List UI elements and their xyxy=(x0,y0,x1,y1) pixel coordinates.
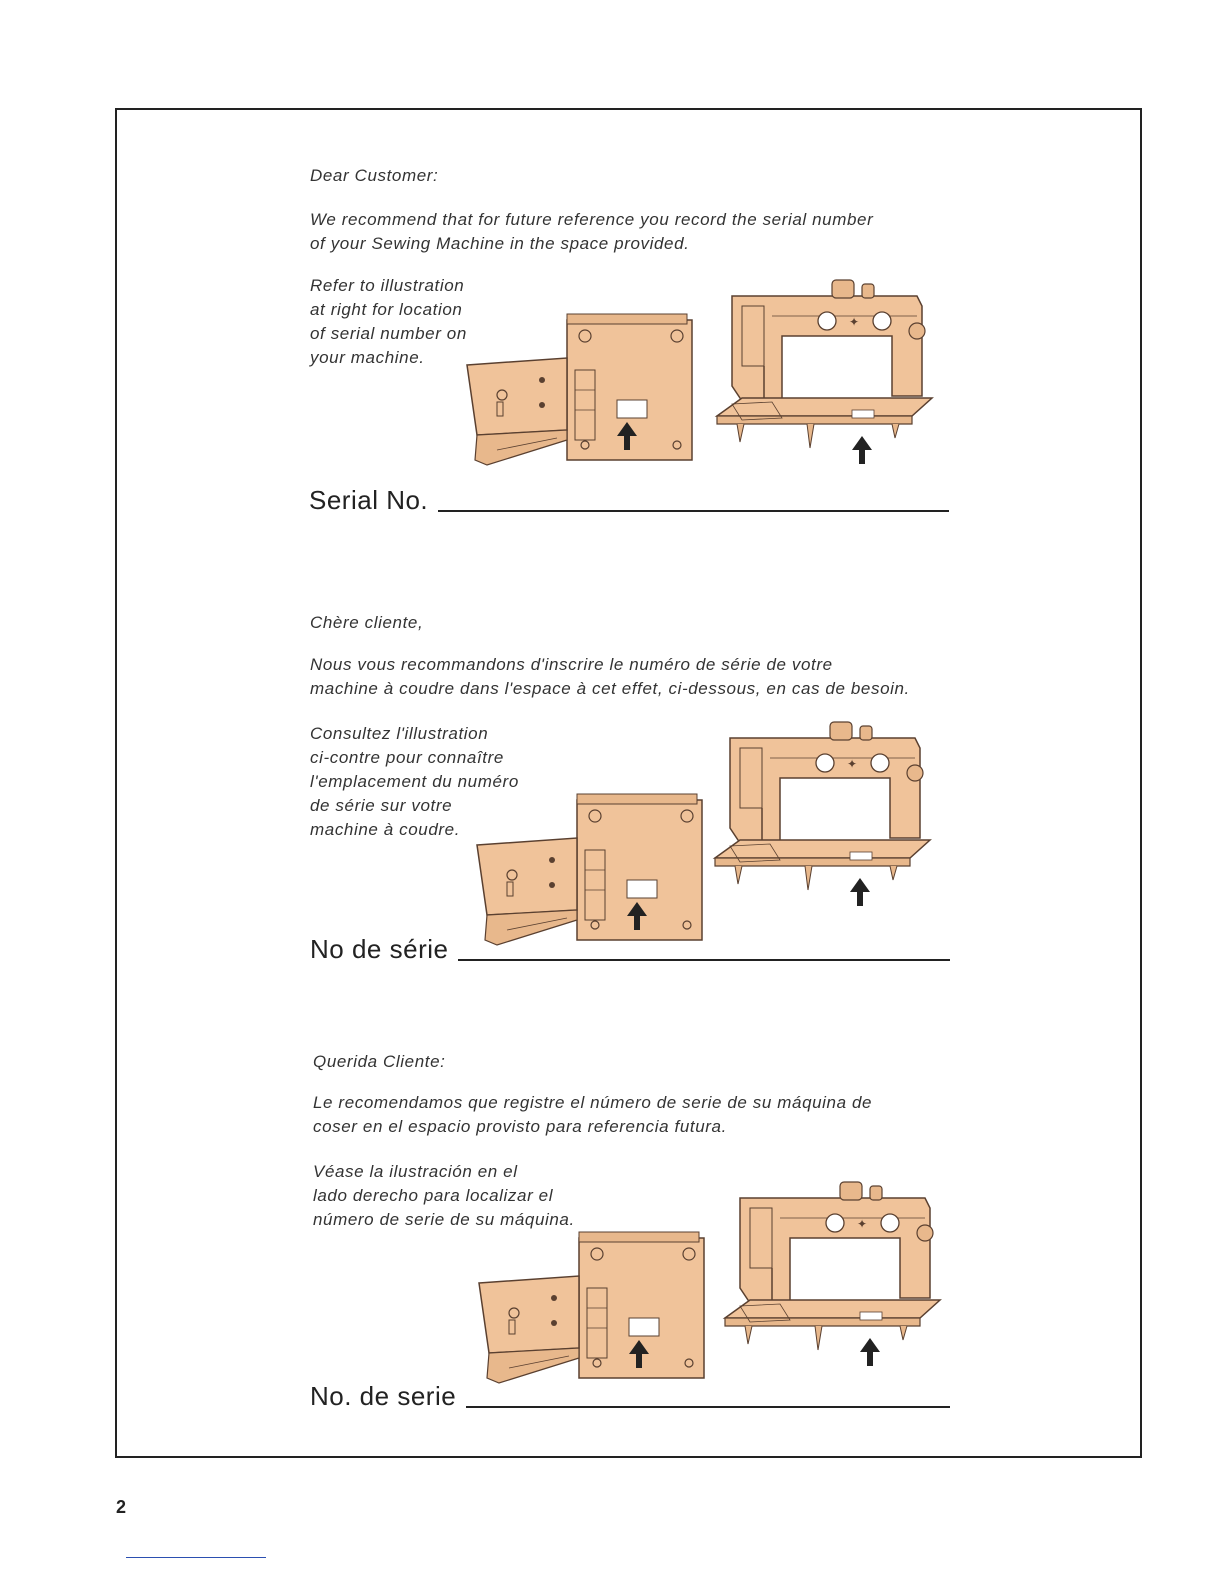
refer-text: Refer to illustration at right for location of serial number on your machine. xyxy=(310,276,467,367)
refer-text: Consultez l'illustration ci-contre pour connaître l'emplacement du numéro de série sur votre machine à coudre. xyxy=(310,724,519,839)
intro-paragraph: Le recomendamos que registre el número de serie de su máquina de coser en el espacio provisto para referencia futura. xyxy=(313,1093,873,1136)
refer-text: Véase la ilustración en el lado derecho para localizar el número de serie de su máquina. xyxy=(313,1162,575,1229)
greeting: Chère cliente, xyxy=(310,613,424,632)
serial-label: Serial No. xyxy=(309,485,429,515)
intro-paragraph: Nous vous recommandons d'inscrire le numéro de série de votre machine à coudre dans l'espace à cet effet, ci-dessous, en cas de besoin. xyxy=(310,655,910,698)
serial-input-line[interactable] xyxy=(458,959,950,961)
greeting: Querida Cliente: xyxy=(313,1052,446,1071)
serial-row xyxy=(309,485,949,515)
base-illustration xyxy=(469,1228,714,1388)
page-number: 2 xyxy=(116,1497,127,1517)
serial-input-line[interactable] xyxy=(466,1406,950,1408)
greeting: Dear Customer: xyxy=(310,166,439,185)
serial-label: No de série xyxy=(310,934,449,964)
serial-label: No. de serie xyxy=(310,1381,457,1411)
serial-row xyxy=(310,1381,950,1411)
page-frame xyxy=(115,108,1142,1458)
machine-illustration xyxy=(712,276,942,466)
base-illustration xyxy=(457,310,702,470)
base-illustration xyxy=(467,790,712,950)
machine-illustration xyxy=(720,1178,950,1368)
serial-row xyxy=(310,934,950,964)
intro-paragraph: We recommend that for future reference you record the serial number of your Sewing Machine in the space provided. xyxy=(310,210,874,253)
machine-illustration xyxy=(710,718,940,908)
serial-input-line[interactable] xyxy=(438,510,949,512)
footer-rule xyxy=(126,1557,266,1558)
